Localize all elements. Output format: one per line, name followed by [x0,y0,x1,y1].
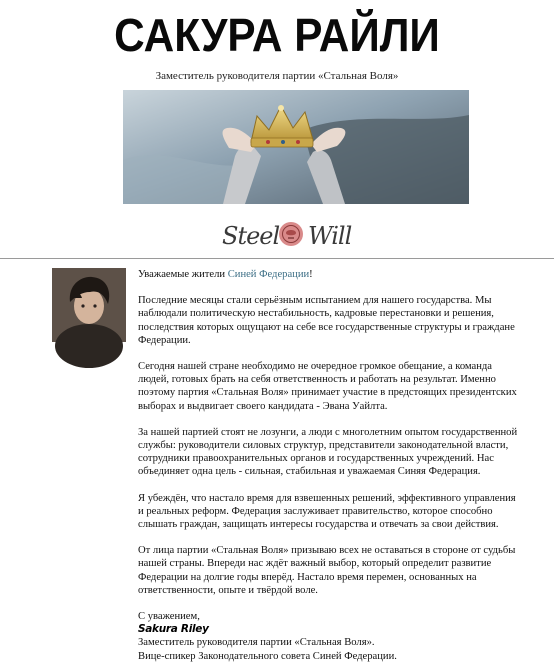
page-subtitle: Заместитель руководителя партии «Стальная Воля» [155,70,399,82]
greeting-text: Уважаемые жители [138,269,228,280]
banner-image [123,90,469,204]
closing-text: С уважением, [138,611,200,623]
paragraph: От лица партии «Стальная Воля» призываю всех не оставаться в стороне от судьбы нашей страны. Впереди нас ждёт важный выбор, который определит развитие Федерации на долгие годы вперёд. Настало время перемен, основанных на ответственности, опыте и твёрдой воле. [138,545,516,596]
signer-position: Заместитель руководителя партии «Стальная Воля». [138,637,375,649]
greeting-punct: ! [309,269,313,280]
letterhead [0,0,554,258]
letter-closing [138,610,518,663]
signer-position-2: Вице-спикер Законодательного совета Синей Федерации. [138,650,397,662]
federation-link[interactable]: Синей Федерации [227,269,310,280]
signature: Sakura Riley [138,623,209,636]
logo-word-steel: Steel [222,222,280,250]
paragraph: Я убеждён, что настало время для взвешенных решений, эффективного управления и реальных реформ. Федерация заслуживает правительство, которое способно слышать граждан, защищать интересы государства и отвечать за свои действия. [138,492,516,531]
logo-word-will: Will [308,222,352,250]
paragraph: За нашей партией стоят не лозунги, а люди с многолетним опытом государственной службы: руководители силовых структур, представители законодательной власти, сотрудники правоохранительных органов и государственных учреждений. Нас объединяет одна цель - сильная, стабильная и уважаемая Синяя Федерация. [138,426,518,478]
page-title: САКУРА РАЙЛИ [114,9,440,61]
steel-will-logo [200,216,360,256]
portrait-photo [52,268,126,342]
letter-greeting [138,268,518,281]
avatar [52,268,126,342]
paragraph: Сегодня нашей стране необходимо не очередное громкое обещание, а команда людей, готовых брать на себя ответственность и работать на результат. Именно поэтому партия «Стальная Воля» принимает участие в предстоящих президентских выборах и выдвигает своего кандидата - Эвана Уайлта. [138,361,517,412]
rose-emblem-icon [278,221,304,247]
letter-body [138,268,518,663]
header-divider [0,258,554,259]
crown-hands-illustration [123,90,469,204]
paragraph: Последние месяцы стали серьёзным испытанием для нашего государства. Мы наблюдали политическую нестабильность, кадровые перестановки и решения, последствия которых ощущают на себе все государственные структуры и граждане Федерации. [138,295,515,346]
